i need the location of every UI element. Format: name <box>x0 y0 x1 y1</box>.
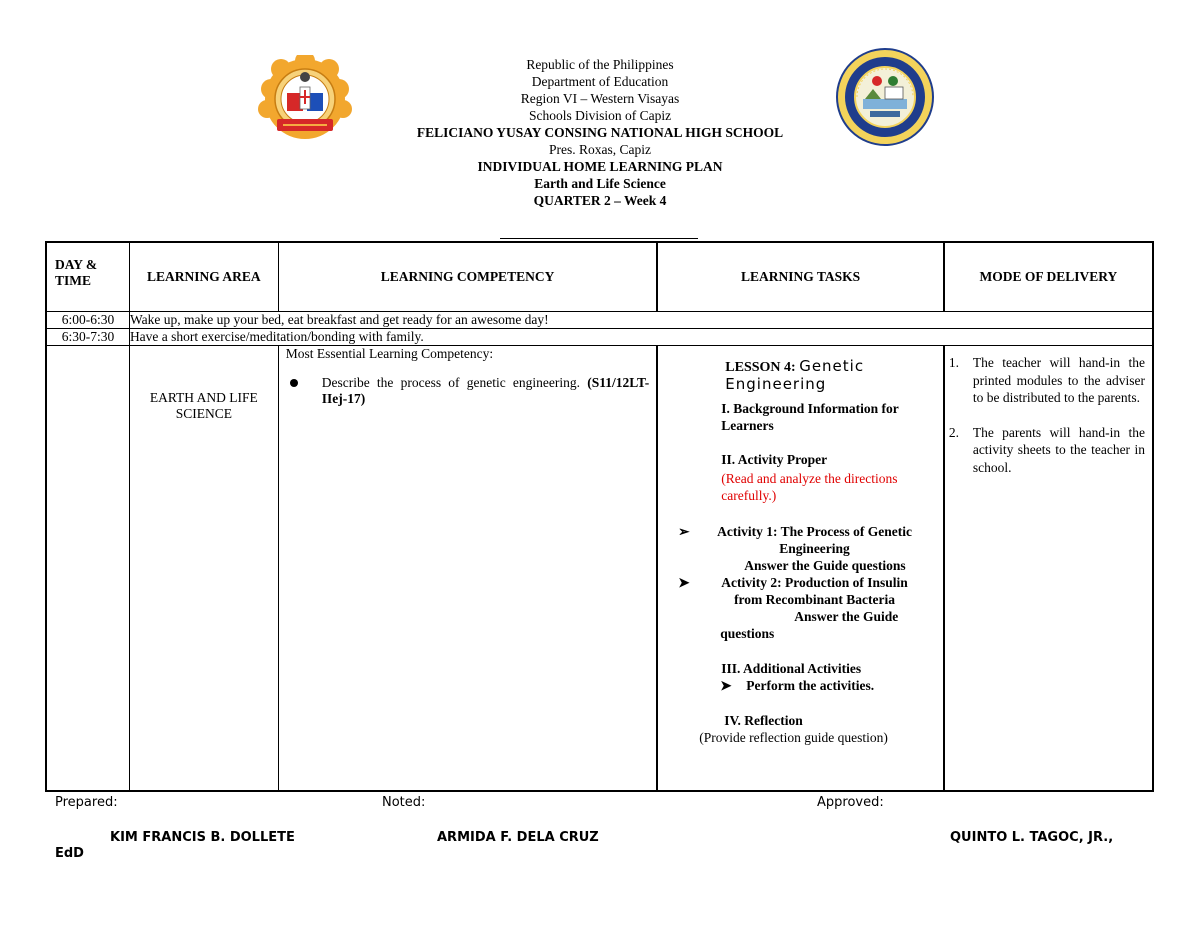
mode-item-text: The teacher will hand-in the printed modules to the adviser to be distributed to the parents. <box>972 355 1145 405</box>
header-mode-of-delivery: MODE OF DELIVERY <box>944 242 1153 312</box>
activity-1-instruction: Answer the Guide questions <box>744 558 906 573</box>
learning-area-cell <box>129 346 278 791</box>
approved-label: Approved: <box>817 795 884 810</box>
reflection-note: (Provide reflection guide question) <box>699 730 888 745</box>
header-region: Region VI – Western Visayas <box>520 91 680 106</box>
section-reflection: IV. Reflection <box>724 713 803 728</box>
schedule-activity: Wake up, make up your bed, eat breakfast and get ready for an awesome day! <box>129 312 1153 329</box>
header-learning-area: LEARNING AREA <box>129 242 278 312</box>
noted-name: ARMIDA F. DELA CRUZ <box>437 830 599 845</box>
school-location: Pres. Roxas, Capiz <box>549 142 651 157</box>
activity-2-title: Activity 2: Production of Insulin from Recombinant Bacteria <box>721 575 908 607</box>
header-learning-tasks: LEARNING TASKS <box>657 242 944 312</box>
activity-proper-note: (Read and analyze the directions carefully.) <box>721 471 898 503</box>
learning-area-text: EARTH AND LIFE SCIENCE <box>149 390 258 421</box>
activity-2-instruction: Answer the Guide <box>794 609 899 624</box>
header-division: Schools Division of Capiz <box>528 108 672 123</box>
schedule-row <box>46 312 1153 329</box>
additional-activity-text: Perform the activities. <box>746 678 875 693</box>
schedule-activity: Have a short exercise/meditation/bonding with family. <box>129 329 1153 346</box>
subject-title: Earth and Life Science <box>534 176 666 191</box>
arrow-bullet-icon: ➤ <box>720 678 732 693</box>
table-header-row <box>46 242 1153 312</box>
header-republic: Republic of the Philippines <box>526 57 674 72</box>
header-underline <box>500 238 698 239</box>
header-department: Department of Education <box>531 74 669 89</box>
bullet-dot-icon <box>290 379 298 387</box>
mode-item <box>948 354 1145 407</box>
competency-bullet <box>286 375 650 407</box>
competency-intro: Most Essential Learning Competency: <box>285 346 494 361</box>
main-day-time <box>46 346 129 791</box>
activity-1-item <box>678 523 923 557</box>
learning-plan-table <box>45 241 1154 792</box>
quarter-title: QUARTER 2 – Week 4 <box>533 193 667 208</box>
approved-name-suffix: EdD <box>55 846 84 861</box>
mode-item <box>948 424 1145 477</box>
school-name: FELICIANO YUSAY CONSING NATIONAL HIGH SCHOOL <box>416 125 784 140</box>
plan-title: INDIVIDUAL HOME LEARNING PLAN <box>477 159 723 174</box>
activity-1-title: Activity 1: The Process of Genetic Engineering <box>717 524 912 556</box>
section-additional-activities: III. Additional Activities <box>721 661 862 676</box>
activity-2-item <box>678 574 923 608</box>
lesson-heading <box>725 358 943 394</box>
competency-text: Describe the process of genetic engineering. <box>321 375 581 390</box>
arrow-bullet-icon: ➢ <box>678 524 690 539</box>
learning-tasks-cell <box>657 346 944 791</box>
competency-cell <box>278 346 657 791</box>
lesson-label: LESSON 4: <box>725 360 796 375</box>
section-background: I. Background Information for Learners <box>721 401 899 433</box>
competency-code: (S11/12LT-IIej-17) <box>321 375 650 406</box>
header-day-time: DAY & TIME <box>46 242 129 312</box>
activity-2-instruction-cont: questions <box>720 626 775 641</box>
header-learning-competency: LEARNING COMPETENCY <box>278 242 657 312</box>
approved-name: QUINTO L. TAGOC, JR., <box>950 830 1114 845</box>
prepared-label: Prepared: <box>55 795 118 810</box>
schedule-time: 6:00-6:30 <box>46 312 129 329</box>
mode-item-text: The parents will hand-in the activity sheets to the teacher in school. <box>972 424 1145 475</box>
lesson-title: Genetic Engineering <box>725 357 865 393</box>
document-header <box>0 56 1200 209</box>
section-activity-proper: II. Activity Proper <box>721 452 828 467</box>
mode-item-number: 1. <box>948 355 959 370</box>
main-plan-row <box>46 346 1153 791</box>
prepared-name: KIM FRANCIS B. DOLLETE <box>110 830 295 845</box>
additional-activity-item <box>720 677 943 694</box>
schedule-time: 6:30-7:30 <box>46 329 129 346</box>
mode-of-delivery-cell <box>944 346 1153 791</box>
schedule-row <box>46 329 1153 346</box>
noted-label: Noted: <box>382 795 426 810</box>
mode-item-number: 2. <box>948 424 959 440</box>
arrow-bullet-icon: ➤ <box>678 575 690 590</box>
